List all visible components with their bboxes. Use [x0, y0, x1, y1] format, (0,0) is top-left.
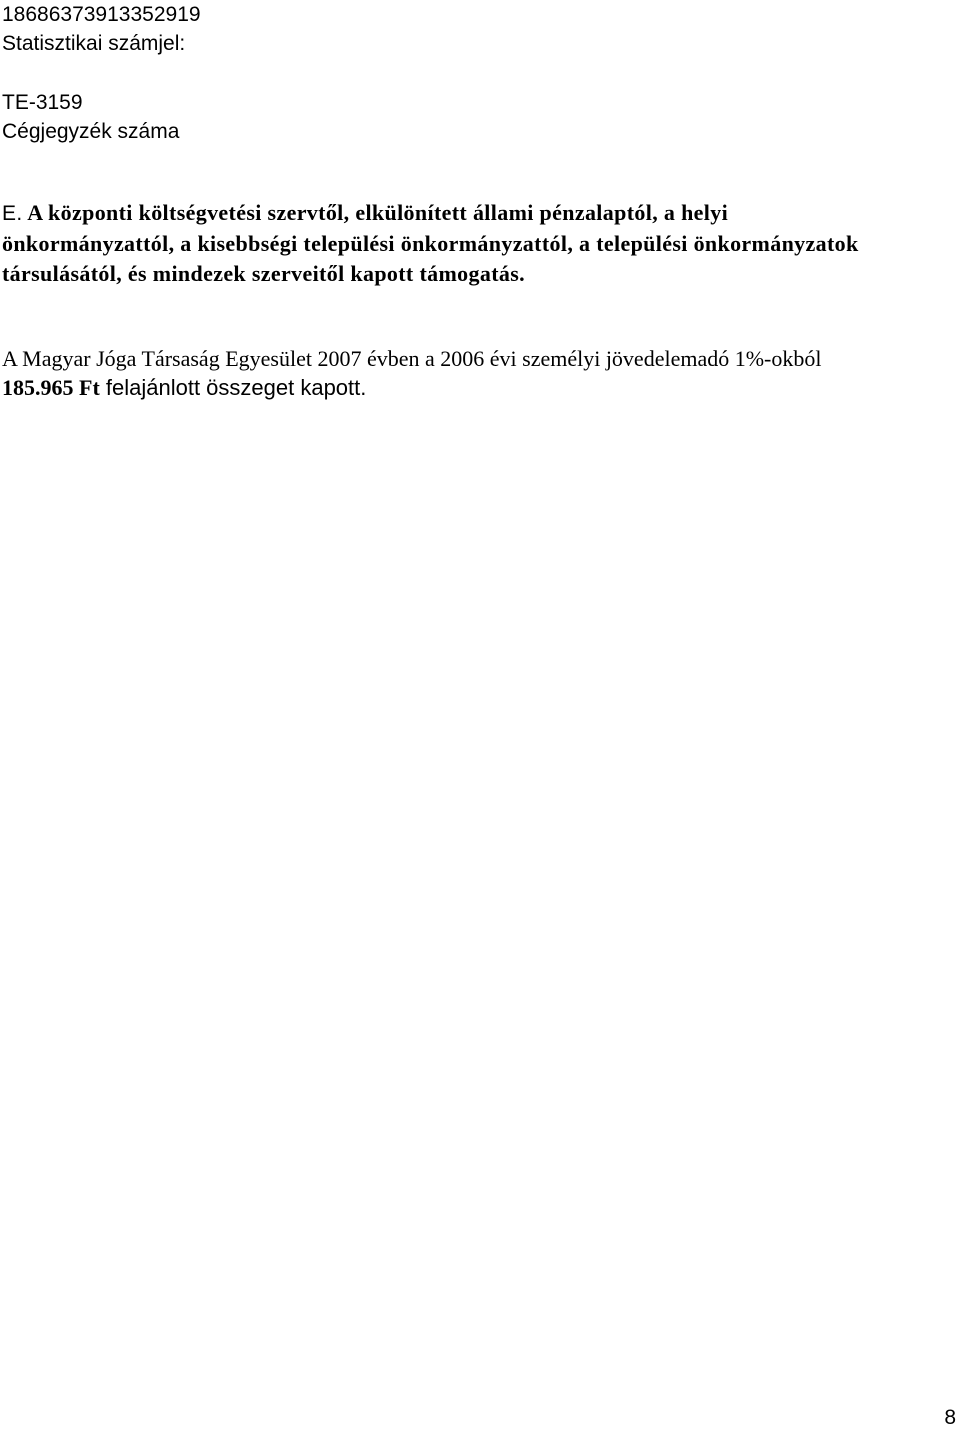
section-e-heading-line-1	[2, 198, 859, 229]
section-e-prefix: E.	[2, 202, 23, 225]
support-amount: 185.965 Ft	[2, 375, 100, 400]
page-number: 8	[944, 1406, 956, 1429]
support-statement-tail: felajánlott összeget kapott.	[99, 375, 367, 400]
section-e-heading-line-2: önkormányzattól, a kisebbségi települési önkormányzattól, a települési önkormányzatok	[2, 231, 859, 256]
statistical-number-label: Statisztikai számjel:	[2, 32, 186, 55]
registry-number-label: Cégjegyzék száma	[2, 120, 180, 143]
statistical-id-block	[2, 0, 201, 58]
support-statement	[2, 344, 821, 402]
registry-block	[2, 88, 179, 146]
section-e-line-1-text: A központi költségvetési szervtől, elkülönített állami pénzalaptól, a helyi	[27, 200, 729, 225]
section-e-heading-line-3: társulásától, és mindezek szerveitől kapott támogatás.	[2, 261, 525, 286]
support-statement-line-2	[2, 373, 821, 402]
statistical-number: 18686373913352919	[2, 3, 201, 26]
support-statement-line-1: A Magyar Jóga Társaság Egyesület 2007 évben a 2006 évi személyi jövedelemadó 1%-okból	[2, 346, 822, 371]
section-e-heading	[2, 198, 859, 289]
registry-number: TE-3159	[2, 91, 83, 114]
